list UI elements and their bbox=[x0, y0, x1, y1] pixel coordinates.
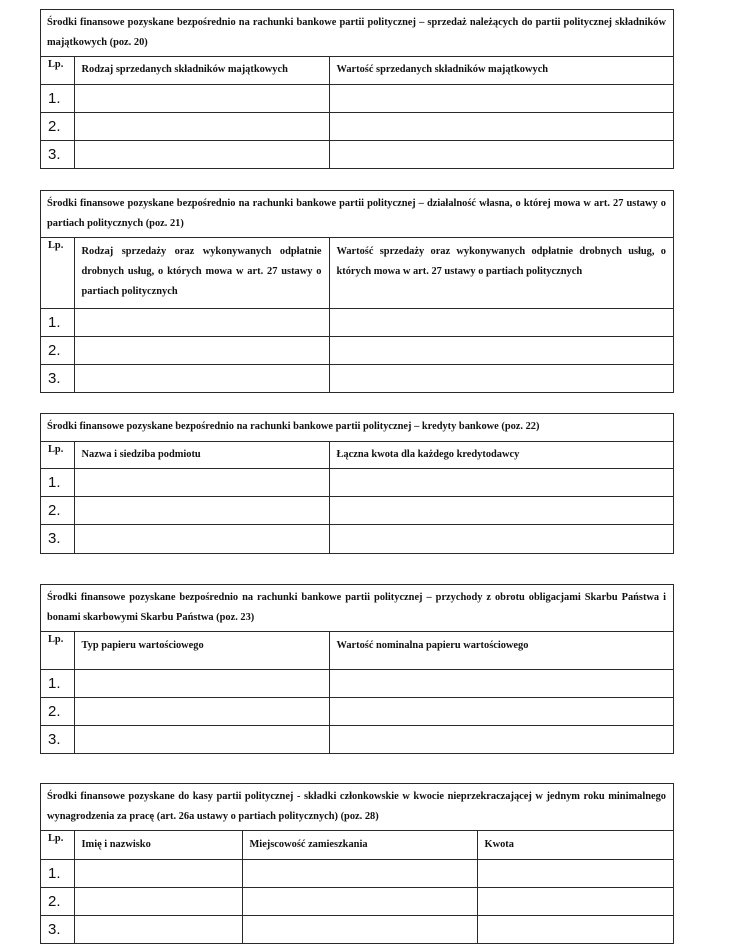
table-cell[interactable] bbox=[74, 887, 242, 915]
row-number: 1. bbox=[41, 84, 74, 112]
table-row bbox=[41, 887, 673, 915]
table-row bbox=[41, 497, 673, 525]
column-header: Rodzaj sprzedaży oraz wykonywanych odpłatnie drobnych usług, o których mowa w art. 27 ustawy o partiach politycznych bbox=[74, 238, 329, 308]
table-cell[interactable] bbox=[329, 308, 673, 336]
table-row bbox=[41, 915, 673, 943]
data-table bbox=[41, 57, 673, 168]
table-cell[interactable] bbox=[329, 725, 673, 753]
table-cell[interactable] bbox=[329, 140, 673, 168]
table-cell[interactable] bbox=[74, 84, 329, 112]
table-cell[interactable] bbox=[74, 497, 329, 525]
data-table bbox=[41, 442, 673, 553]
table-cell[interactable] bbox=[329, 469, 673, 497]
data-table bbox=[41, 632, 673, 753]
column-header: Wartość nominalna papieru wartościowego bbox=[329, 632, 673, 669]
column-header: Wartość sprzedaży oraz wykonywanych odpłatnie drobnych usług, o których mowa w art. 27 ustawy o partiach politycznych bbox=[329, 238, 673, 308]
table-cell[interactable] bbox=[329, 525, 673, 553]
table-cell[interactable] bbox=[74, 859, 242, 887]
data-table bbox=[41, 831, 673, 943]
row-number: 2. bbox=[41, 887, 74, 915]
row-number: 3. bbox=[41, 725, 74, 753]
table-cell[interactable] bbox=[329, 697, 673, 725]
row-number: 2. bbox=[41, 497, 74, 525]
column-header: Imię i nazwisko bbox=[74, 831, 242, 859]
column-header: Typ papieru wartościowego bbox=[74, 632, 329, 669]
table-cell[interactable] bbox=[74, 364, 329, 392]
table-cell[interactable] bbox=[477, 887, 673, 915]
table-row bbox=[41, 469, 673, 497]
row-number: 3. bbox=[41, 525, 74, 553]
table-cell[interactable] bbox=[477, 915, 673, 943]
table-cell[interactable] bbox=[74, 525, 329, 553]
column-header: Rodzaj sprzedanych składników majątkowych bbox=[74, 57, 329, 84]
table-cell[interactable] bbox=[74, 308, 329, 336]
table-cell[interactable] bbox=[477, 859, 673, 887]
section-title: Środki finansowe pozyskane bezpośrednio na rachunki bankowe partii politycznej – kredyty bankowe (poz. 22) bbox=[41, 414, 673, 442]
table-cell[interactable] bbox=[329, 112, 673, 140]
table-row bbox=[41, 308, 673, 336]
table-cell[interactable] bbox=[74, 669, 329, 697]
data-table bbox=[41, 238, 673, 392]
table-row bbox=[41, 525, 673, 553]
row-number: 1. bbox=[41, 859, 74, 887]
table-row bbox=[41, 697, 673, 725]
table-row bbox=[41, 364, 673, 392]
table-cell[interactable] bbox=[74, 725, 329, 753]
column-header: Wartość sprzedanych składników majątkowych bbox=[329, 57, 673, 84]
table-cell[interactable] bbox=[329, 364, 673, 392]
table-row bbox=[41, 84, 673, 112]
section-title: Środki finansowe pozyskane bezpośrednio na rachunki bankowe partii politycznej – sprzedaż należących do partii politycznej składników majątkowych (poz. 20) bbox=[41, 10, 673, 57]
table-cell[interactable] bbox=[74, 697, 329, 725]
section-poz-28 bbox=[40, 783, 674, 944]
section-poz-22 bbox=[40, 413, 674, 554]
row-number: 1. bbox=[41, 669, 74, 697]
row-number: 2. bbox=[41, 697, 74, 725]
section-title: Środki finansowe pozyskane bezpośrednio na rachunki bankowe partii politycznej – przychody z obrotu obligacjami Skarbu Państwa i bonami skarbowymi Skarbu Państwa (poz. 23) bbox=[41, 585, 673, 632]
table-cell[interactable] bbox=[242, 887, 477, 915]
column-header: Łączna kwota dla każdego kredytodawcy bbox=[329, 442, 673, 469]
section-title: Środki finansowe pozyskane bezpośrednio na rachunki bankowe partii politycznej – działalność własna, o której mowa w art. 27 ustawy o partiach politycznych (poz. 21) bbox=[41, 191, 673, 238]
column-header: Miejscowość zamieszkania bbox=[242, 831, 477, 859]
row-number: 2. bbox=[41, 336, 74, 364]
table-cell[interactable] bbox=[329, 497, 673, 525]
table-cell[interactable] bbox=[242, 915, 477, 943]
table-cell[interactable] bbox=[74, 915, 242, 943]
lp-header: Lp. bbox=[48, 443, 64, 455]
table-row bbox=[41, 859, 673, 887]
table-row bbox=[41, 336, 673, 364]
lp-header: Lp. bbox=[48, 833, 64, 844]
table-row bbox=[41, 140, 673, 168]
section-poz-20 bbox=[40, 9, 674, 169]
row-number: 3. bbox=[41, 915, 74, 943]
row-number: 2. bbox=[41, 112, 74, 140]
table-cell[interactable] bbox=[74, 140, 329, 168]
section-poz-21 bbox=[40, 190, 674, 393]
row-number: 3. bbox=[41, 140, 74, 168]
table-cell[interactable] bbox=[242, 859, 477, 887]
table-cell[interactable] bbox=[329, 336, 673, 364]
table-row bbox=[41, 669, 673, 697]
row-number: 1. bbox=[41, 469, 74, 497]
table-cell[interactable] bbox=[329, 84, 673, 112]
lp-header: Lp. bbox=[48, 240, 64, 251]
row-number: 3. bbox=[41, 364, 74, 392]
table-cell[interactable] bbox=[329, 669, 673, 697]
table-cell[interactable] bbox=[74, 112, 329, 140]
column-header: Kwota bbox=[477, 831, 673, 859]
lp-header: Lp. bbox=[48, 634, 64, 645]
table-row bbox=[41, 725, 673, 753]
table-cell[interactable] bbox=[74, 469, 329, 497]
lp-header: Lp. bbox=[48, 59, 64, 70]
section-poz-23 bbox=[40, 584, 674, 754]
column-header: Nazwa i siedziba podmiotu bbox=[74, 442, 329, 469]
section-title: Środki finansowe pozyskane do kasy partii politycznej - składki członkowskie w kwocie nieprzekraczającej w jednym roku minimalnego wynagrodzenia za pracę (art. 26a ustawy o partiach politycznych) (poz. 28) bbox=[41, 784, 673, 831]
row-number: 1. bbox=[41, 308, 74, 336]
table-cell[interactable] bbox=[74, 336, 329, 364]
table-row bbox=[41, 112, 673, 140]
